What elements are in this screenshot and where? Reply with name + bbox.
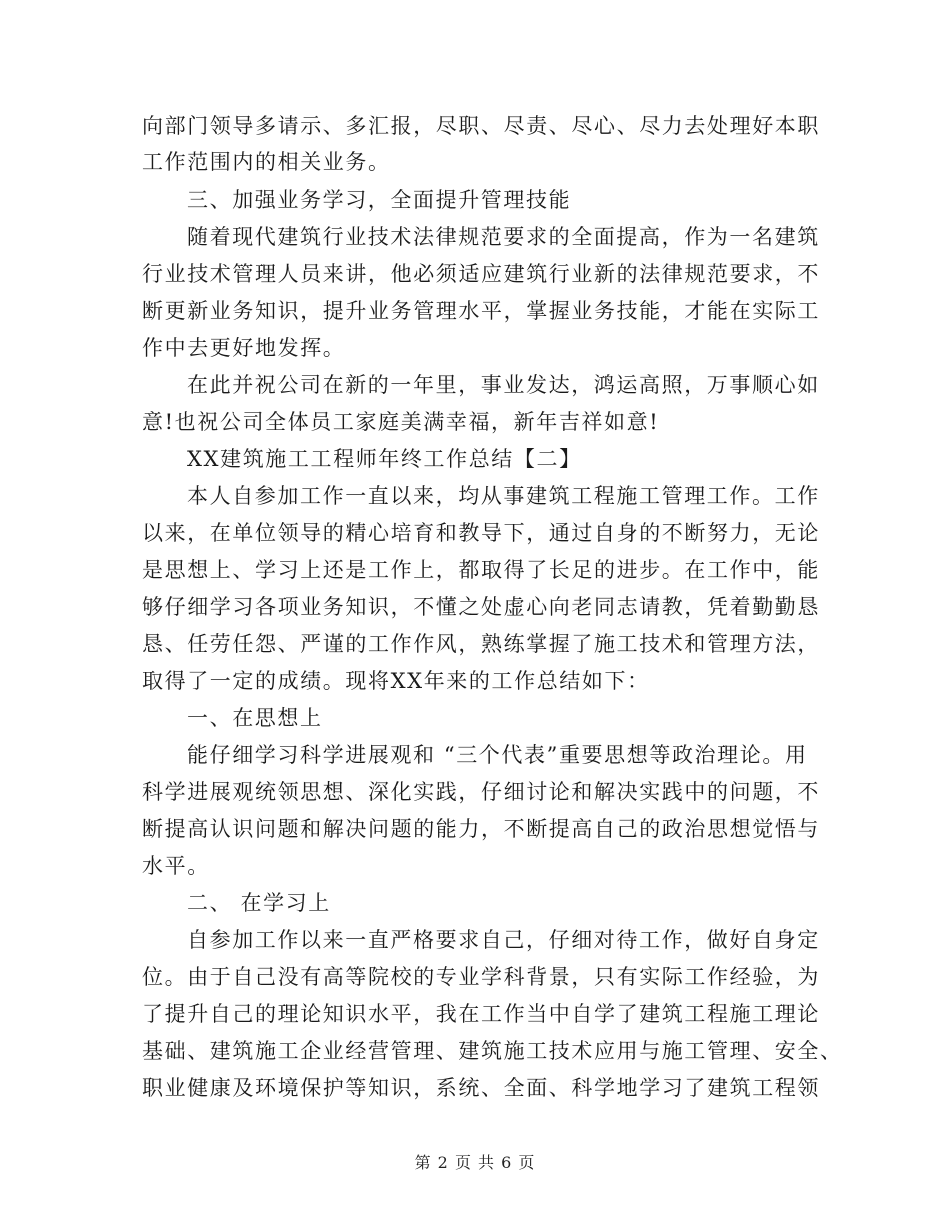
body-text-line: 工作范围内的相关业务。 <box>142 150 391 174</box>
body-text-line: 能仔细学习科学进展观和 “三个代表”重要思想等政治理论。用 <box>187 743 808 767</box>
body-text-line: 水平。 <box>142 854 210 878</box>
body-text-line: 是思想上、学习上还是工作上，都取得了长足的进步。在工作中，能 <box>142 558 820 582</box>
body-text-line: 够仔细学习各项业务知识，不懂之处虚心向老同志请教，凭着勤勤恳 <box>142 595 820 619</box>
section-heading: 二、 在学习上 <box>187 891 331 915</box>
body-text-line: 断提高认识问题和解决问题的能力，不断提高自己的政治思想觉悟与 <box>142 817 820 841</box>
body-text-line: 在此并祝公司在新的一年里，事业发达，鸿运高照，万事顺心如 <box>187 373 820 397</box>
body-text-line: 位。由于自己没有高等院校的专业学科背景，只有实际工作经验，为 <box>142 965 820 989</box>
body-text-line: 意!也祝公司全体员工家庭美满幸福，新年吉祥如意! <box>142 410 660 434</box>
document-title: XX建筑施工工程师年终工作总结【二】 <box>187 447 582 471</box>
body-text-line: 本人自参加工作一直以来，均从事建筑工程施工管理工作。工作 <box>187 484 820 508</box>
body-text-line: 行业技术管理人员来讲，他必须适应建筑行业新的法律规范要求，不 <box>142 262 820 286</box>
body-text-line: 了提升自己的理论知识水平，我在工作当中自学了建筑工程施工理论 <box>142 1002 820 1026</box>
body-text-line: 以来，在单位领导的精心培育和教导下，通过自身的不断努力，无论 <box>142 521 820 545</box>
section-heading: 一、在思想上 <box>187 706 323 730</box>
body-text-line: 作中去更好地发挥。 <box>142 336 346 360</box>
body-text-line: 向部门领导多请示、多汇报，尽职、尽责、尽心、尽力去处理好本职 <box>142 114 820 138</box>
page-number: 第 2 页 共 6 页 <box>414 1153 536 1172</box>
body-text-line: 恳、任劳任怨、严谨的工作作风，熟练掌握了施工技术和管理方法， <box>142 632 820 656</box>
body-text-line: 随着现代建筑行业技术法律规范要求的全面提高，作为一名建筑 <box>187 225 820 249</box>
body-text-line: 取得了一定的成绩。现将XX年来的工作总结如下： <box>142 669 650 693</box>
body-text-line: 职业健康及环境保护等知识，系统、全面、科学地学习了建筑工程领 <box>142 1076 820 1100</box>
body-text-line: 自参加工作以来一直严格要求自己，仔细对待工作，做好自身定 <box>187 928 820 952</box>
body-text-line: 断更新业务知识，提升业务管理水平，掌握业务技能，才能在实际工 <box>142 299 820 323</box>
section-heading: 三、加强业务学习，全面提升管理技能 <box>187 188 572 212</box>
body-text-line: 基础、建筑施工企业经营管理、建筑施工技术应用与施工管理、安全、 <box>142 1039 843 1063</box>
body-text-line: 科学进展观统领思想、深化实践，仔细讨论和解决实践中的问题，不 <box>142 780 820 804</box>
